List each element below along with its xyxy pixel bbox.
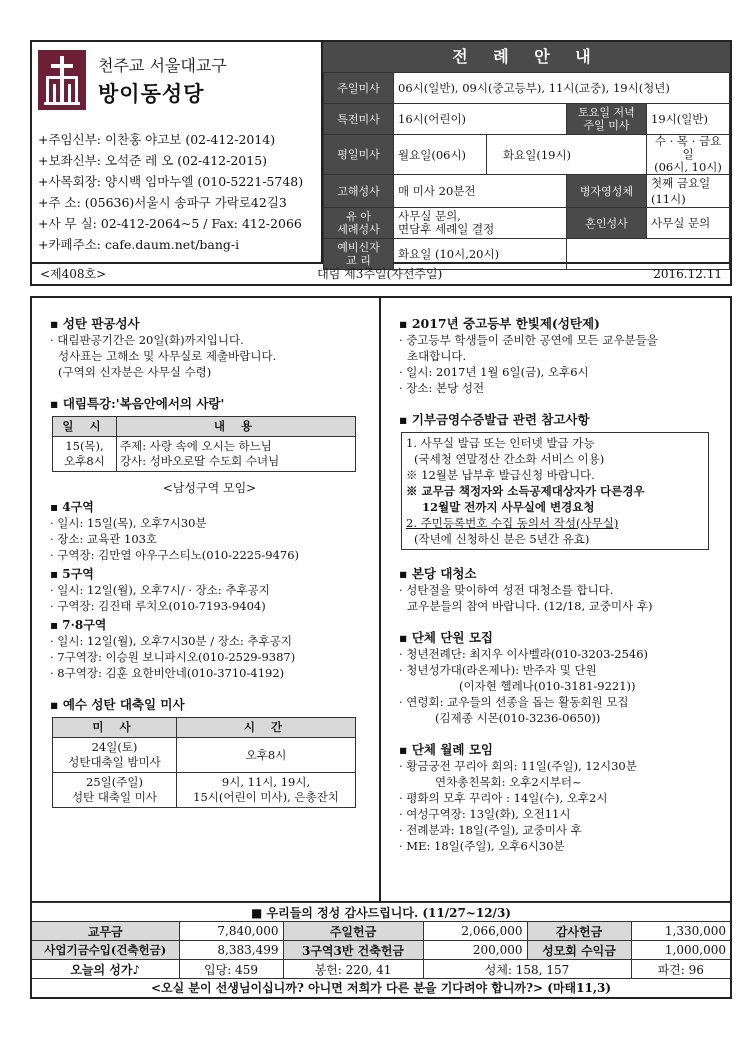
sunday-mass-value: 06시(일반), 09시(중고등부), 11시(교중), 19시(청년): [394, 73, 730, 104]
offering-label: 성모회 수익금: [527, 941, 631, 960]
offering-label: 주일헌금: [283, 922, 423, 941]
text-line: · 일시: 2017년 1월 6일(금), 오후6시: [399, 365, 589, 379]
text-line: ※ 12월분 납부후 발급신청 바랍니다.: [406, 468, 595, 482]
text-line: 12월말 전까지 사무실에 변경요청: [422, 500, 595, 514]
contact-president: +사목회장: 양시백 임마누엘 (010-5221-5748): [38, 174, 304, 189]
lecture-date: 15(목), 오후8시: [53, 437, 117, 472]
text-line: · 평화의 모후 꾸리아 : 14일(수), 오후2시: [399, 791, 608, 805]
christmas-mass-table: [52, 717, 356, 808]
district-78-title: ▪ 7·8구역: [50, 618, 107, 632]
confession-value: 매 미사 20분전: [394, 175, 567, 208]
infant-baptism-label: 유 아 세례성사: [324, 208, 394, 239]
offering-amount: 8,383,499: [179, 941, 283, 960]
bulletin-body: [30, 296, 732, 902]
liturgy-title: 전 례 안 내: [323, 42, 730, 72]
sunday-mass-label: 주일미사: [324, 73, 394, 104]
text-line: (작년에 신청하신 분은 5년간 유효): [414, 532, 590, 546]
advent-lecture-table: [52, 416, 356, 472]
offering-label: 3구역3반 건축헌금: [283, 941, 423, 960]
mass-name: 25일(주일) 성탄 대축일 미사: [53, 773, 177, 808]
district-4-title: ▪ 4구역: [50, 500, 94, 514]
scripture-quote: <오실 분이 선생님이십니까? 아니면 저희가 다른 분을 기다려야 합니까?> (마태11,3): [31, 979, 731, 998]
table-header: 미 사: [53, 718, 177, 738]
special-mass-label: 특전미사: [324, 104, 394, 135]
text-line: · 일시: 15일(목), 오후7시30분: [50, 516, 207, 530]
parish-info: [32, 42, 323, 262]
table-header: 시 간: [177, 718, 356, 738]
confession-label: 고해성사: [324, 175, 394, 208]
text-line: · 전례분과: 18일(주일), 교중미사 후: [399, 823, 582, 837]
donation-receipt-title: ▪ 기부금영수증발급 관련 참고사항: [399, 412, 590, 427]
offering-amount: 1,000,000: [631, 941, 731, 960]
text-line: (구역외 신자분은 사무실 수령): [58, 365, 212, 379]
wed-fri-mass: 수 · 목 · 금요일 (06시, 10시): [647, 135, 730, 175]
text-line: 성사표는 고해소 및 사무실로 제출바랍니다.: [58, 349, 277, 363]
parish-diocese: 천주교 서울대교구: [98, 55, 227, 75]
text-line: · 장소: 본당 성전: [399, 381, 485, 395]
donation-receipt-box: [401, 432, 709, 550]
header: [30, 40, 732, 267]
monday-mass: 월요일(06시): [394, 135, 487, 175]
text-line: 초대합니다.: [407, 349, 467, 363]
text-line: · 대림판공기간은 20일(화)까지입니다.: [50, 333, 244, 347]
issue-number: <제408호>: [40, 267, 107, 281]
lecture-speaker: 강사: 성바오로딸 수도회 수녀님: [120, 454, 280, 468]
text-line: · 성탄절을 맞이하여 성전 대청소를 합니다.: [399, 583, 614, 597]
men-district-title: <남성구역 모임>: [162, 481, 257, 495]
christmas-confession-title: ▪ 성탄 판공성사: [50, 316, 140, 331]
christmas-mass-title: ▪ 예수 성탄 대축일 미사: [50, 697, 185, 712]
lecture-topic: 주제: 사랑 속에 오시는 하느님: [120, 439, 272, 453]
catechism-label: 예비신자 교 리: [324, 239, 394, 270]
right-column: [381, 298, 730, 901]
tuesday-mass: 화요일(19시): [487, 135, 647, 175]
text-line: 1. 사무실 발급 또는 인터넷 발급 가능: [406, 436, 595, 450]
text-line: · 일시: 12일(월), 오후7시30분 / 장소: 추후공지: [50, 634, 292, 648]
catechism-value: 화요일 (10시,20시): [394, 239, 567, 270]
text-line: · 청년성가대(라온제나): 반주자 및 단원: [399, 663, 597, 677]
weekday-mass-label: 평일미사: [324, 135, 394, 175]
text-line: (김제종 시몬(010-3236-0650)): [435, 711, 601, 725]
text-line: · 여성구역장: 13일(화), 오전11시: [399, 807, 571, 821]
sick-communion-value: 첫째 금요일 (11시): [647, 175, 730, 208]
parish-name: 방이동성당: [98, 80, 205, 106]
text-line: ※ 교무금 책정자와 소득공제대상자가 다른경우: [406, 484, 645, 498]
text-line: 연차총친목회: 오후2시부터~: [435, 775, 582, 789]
mass-time: 오후8시: [177, 738, 356, 773]
contact-pastor: +주임신부: 이찬홍 야고보 (02-412-2014): [38, 132, 276, 147]
text-line: · 구역장: 김만열 아우구스티노(010-2225-9476): [50, 548, 300, 562]
offering-amount: 200,000: [423, 941, 527, 960]
saturday-mass-label: 토요일 저녁 주일 미사: [567, 104, 647, 135]
offering-label: 사업기금수입(건축헌금): [31, 941, 179, 960]
advent-lecture-title: ▪ 대림특강:'복음안에서의 사랑': [50, 396, 225, 411]
issue-date: 2016.12.11: [653, 267, 722, 281]
offering-label: 교무금: [31, 922, 179, 941]
hymn-offertory: 봉헌: 220, 41: [283, 960, 423, 979]
hymns-label: 오늘의 성가♪: [31, 960, 179, 979]
mass-name: 24일(토) 성탄대축일 밤미사: [53, 738, 177, 773]
infant-baptism-value: 사무실 문의, 면담후 세례일 결정: [394, 208, 567, 239]
marriage-value: 사무실 문의: [647, 208, 730, 239]
table-header: 내 용: [117, 417, 356, 437]
text-line: · 황금궁전 꾸리아 회의: 11일(주일), 12시30분: [399, 759, 637, 773]
text-line: · ME: 18일(주일), 오후6시30분: [399, 839, 565, 853]
contact-assistant: +보좌신부: 오석준 레 오 (02-412-2015): [38, 153, 268, 168]
marriage-label: 혼인성사: [567, 208, 647, 239]
offering-amount: 7,840,000: [179, 922, 283, 941]
liturgy-table: [323, 72, 730, 270]
contact-cafe: +카페주소: cafe.daum.net/bang-i: [38, 237, 240, 252]
text-line: · 중고등부 학생들이 준비한 공연에 모든 교우분들을: [399, 333, 658, 347]
saturday-mass-value: 19시(일반): [647, 104, 730, 135]
contact-address: +주 소: (05636)서울시 송파구 가락로42길3: [38, 195, 287, 210]
youth-festival-title: ▪ 2017년 중고등부 한빛제(성탄제): [399, 316, 600, 331]
parish-logo-icon: [38, 50, 86, 110]
offering-table: [30, 902, 732, 999]
district-5-title: ▪ 5구역: [50, 567, 94, 581]
offering-amount: 1,330,000: [631, 922, 731, 941]
text-line: · 7구역장: 이승원 보니파시오(010-2529-9387): [50, 650, 296, 664]
offering-label: 감사헌금: [527, 922, 631, 941]
text-line: · 연령회: 교우들의 선종을 돕는 활동회원 모집: [399, 695, 629, 709]
special-mass-value: 16시(어린이): [394, 104, 567, 135]
mass-time: 9시, 11시, 19시, 15시(어린이 미사), 은총잔치: [177, 773, 356, 808]
text-line: 교우분들의 참여 바랍니다. (12/18, 교중미사 후): [407, 599, 653, 613]
text-line: (이자현 헬레나(010-3181-9221)): [459, 679, 636, 693]
text-line: · 구역장: 김진태 루치오(010-7193-9404): [50, 599, 266, 613]
contact-list: [38, 130, 315, 256]
text-line: (국세청 연말정산 간소화 서비스 이용): [414, 452, 605, 466]
text-line: · 일시: 12일(월), 오후7시/ · 장소: 추후공지: [50, 583, 270, 597]
table-header: 일 시: [53, 417, 117, 437]
text-line: · 8구역장: 김훈 요한비안네(010-3710-4192): [50, 666, 285, 680]
text-line: · 장소: 교육관 103호: [50, 532, 158, 546]
contact-office: +사 무 실: 02-412-2064~5 / Fax: 412-2066: [38, 216, 302, 231]
cleaning-title: ▪ 본당 대청소: [399, 566, 477, 581]
text-line: 2. 주민등록번호 수집 동의서 작성(사무실): [406, 516, 619, 530]
recruitment-title: ▪ 단체 단원 모집: [399, 630, 493, 645]
bulletin-page: [30, 40, 732, 999]
text-line: · 청년전례단: 최지우 이사벨라(010-3203-2546): [399, 647, 649, 661]
issue-week: 대림 제3주일(자선주일): [317, 267, 443, 281]
left-column: [32, 298, 381, 901]
sick-communion-label: 병자영성체: [567, 175, 647, 208]
hymn-entry: 입당: 459: [179, 960, 283, 979]
liturgy-guide: [323, 42, 730, 267]
hymn-recessional: 파견: 96: [631, 960, 731, 979]
offering-amount: 2,066,000: [423, 922, 527, 941]
monthly-meeting-title: ▪ 단체 월례 모임: [399, 742, 493, 757]
offering-title: ■ 우리들의 정성 감사드립니다. (11/27~12/3): [31, 903, 731, 922]
hymn-communion: 성체: 158, 157: [423, 960, 631, 979]
